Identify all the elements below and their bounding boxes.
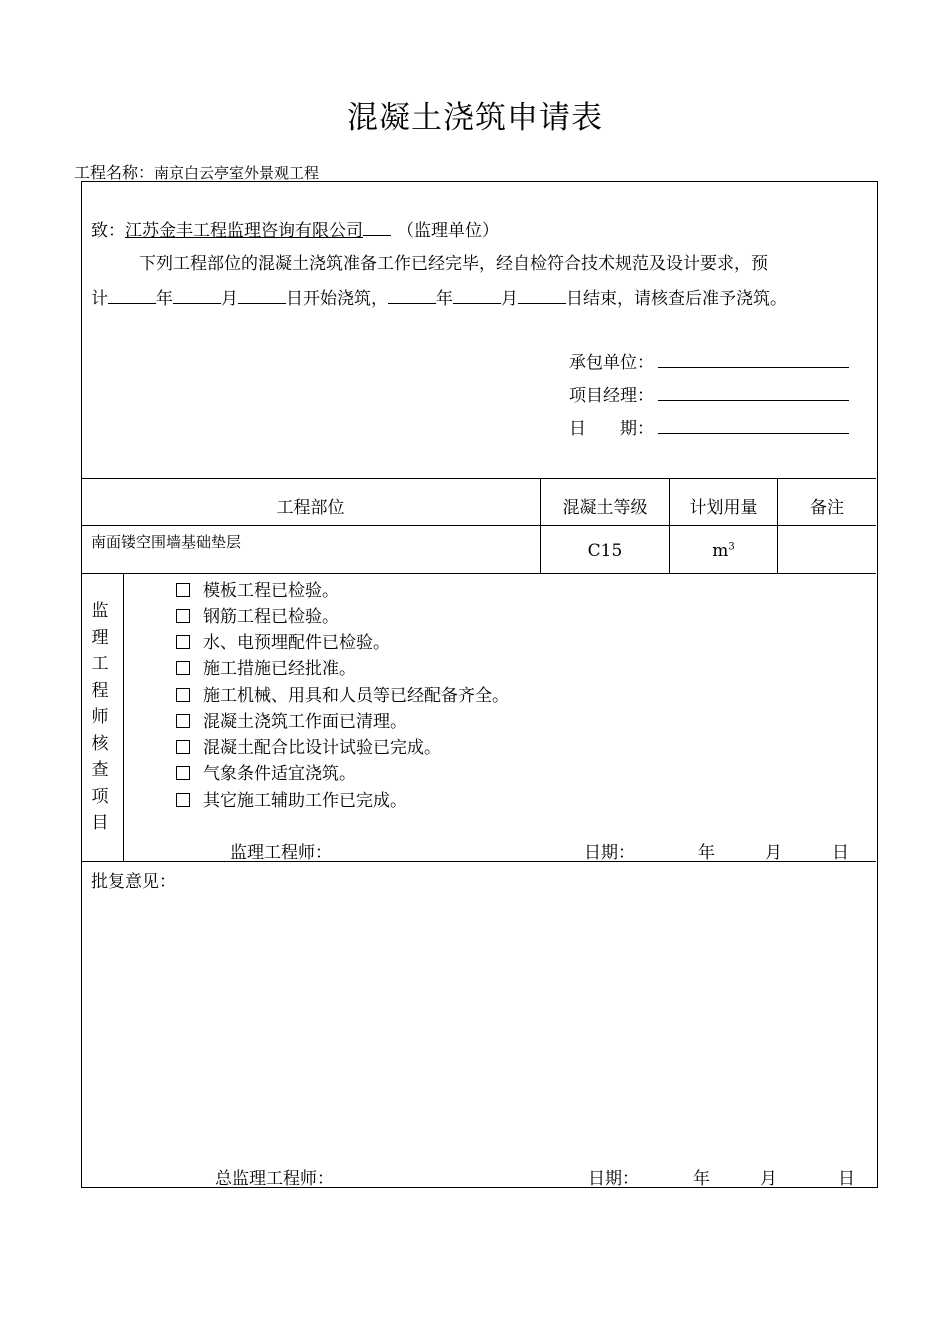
checklist-text: 施工措施已经批准。	[203, 659, 356, 679]
contractor-row	[569, 348, 849, 373]
vlabel-char: 师	[91, 707, 109, 727]
checklist-item[interactable]	[176, 654, 356, 679]
checkbox[interactable]	[176, 583, 190, 597]
checkbox[interactable]	[176, 766, 190, 780]
project-label: 工程名称：	[74, 163, 155, 182]
supervision-month-label: 月	[765, 843, 782, 863]
date-field[interactable]	[658, 415, 849, 434]
checkbox[interactable]	[176, 688, 190, 702]
end-year-blank	[388, 285, 436, 304]
to-unit-blank	[363, 217, 391, 236]
supervision-year-label: 年	[698, 843, 715, 863]
project-name-row	[74, 160, 319, 183]
checklist-item[interactable]	[176, 707, 407, 732]
start-day-label: 日开始浇筑，	[286, 289, 388, 309]
manager-row	[569, 381, 849, 406]
supervision-engineer-label: 监理工程师：	[230, 843, 332, 863]
row-grade: C15	[587, 541, 623, 561]
supervision-label-divider	[123, 573, 124, 862]
vlabel-char: 理	[91, 627, 109, 648]
approval-date-label: 日期：	[588, 1169, 639, 1189]
row-location: 南面镂空围墙基础垫层	[91, 533, 242, 551]
end-year-label: 年	[436, 289, 453, 309]
end-day-blank	[518, 285, 566, 304]
vlabel-char: 查	[91, 760, 109, 780]
approval-label: 批复意见：	[91, 872, 176, 892]
end-month-blank	[453, 285, 501, 304]
manager-label: 项目经理：	[569, 386, 654, 406]
vlabel-char: 程	[91, 680, 109, 701]
start-year-label: 年	[156, 289, 173, 309]
checkbox[interactable]	[176, 740, 190, 754]
contractor-label: 承包单位：	[569, 353, 654, 373]
checklist-text: 钢筋工程已检验。	[203, 607, 339, 627]
checklist-text: 混凝土配合比设计试验已完成。	[203, 738, 441, 758]
checkbox[interactable]	[176, 793, 190, 807]
row-quantity	[670, 541, 777, 561]
checklist-text: 模板工程已检验。	[203, 581, 339, 601]
to-unit: 江苏金丰工程监理咨询有限公司	[125, 221, 363, 241]
checklist-text: 水、电预埋配件已检验。	[203, 633, 390, 653]
vlabel-char: 监	[91, 601, 109, 621]
to-suffix: （监理单位）	[397, 221, 499, 241]
project-name: 南京白云亭室外景观工程	[154, 164, 320, 182]
start-month-label: 月	[221, 289, 238, 309]
request-body-line2	[91, 284, 787, 309]
divider-row-bottom	[81, 573, 876, 574]
to-line	[91, 216, 499, 241]
supervision-vertical-label	[90, 598, 110, 837]
start-month-blank	[173, 285, 221, 304]
divider-supervision-bottom	[81, 861, 876, 862]
approval-year-label: 年	[693, 1169, 710, 1189]
checklist-item[interactable]	[176, 681, 509, 706]
row-quantity-sup: 3	[728, 541, 735, 553]
checklist-text: 混凝土浇筑工作面已清理。	[203, 712, 407, 732]
checkbox[interactable]	[176, 661, 190, 675]
chief-engineer-label: 总监理工程师：	[215, 1169, 334, 1189]
start-day-blank	[238, 285, 286, 304]
contractor-field[interactable]	[658, 349, 849, 368]
row-quantity-unit: m	[712, 541, 729, 561]
page-title: 混凝土浇筑申请表	[347, 100, 603, 136]
divider-header-top	[81, 478, 876, 479]
header-grade: 混凝土等级	[562, 498, 648, 518]
vlabel-char: 工	[91, 654, 109, 674]
checklist-text: 施工机械、用具和人员等已经配备齐全。	[203, 686, 509, 706]
checklist-text: 其它施工辅助工作已完成。	[203, 791, 407, 811]
divider-header-bottom	[81, 525, 876, 526]
line2-prefix: 计	[91, 289, 108, 309]
approval-month-label: 月	[760, 1169, 777, 1189]
checklist-item[interactable]	[176, 628, 390, 653]
checklist-item[interactable]	[176, 576, 339, 601]
checkbox[interactable]	[176, 714, 190, 728]
vlabel-char: 核	[91, 733, 109, 754]
to-label: 致：	[91, 221, 125, 241]
checkbox[interactable]	[176, 635, 190, 649]
approval-day-label: 日	[838, 1169, 855, 1189]
end-day-label: 日结束，请核查后准予浇筑。	[566, 289, 787, 309]
checklist-text: 气象条件适宜浇筑。	[203, 764, 356, 784]
supervision-day-label: 日	[832, 843, 849, 863]
checklist-item[interactable]	[176, 733, 441, 758]
manager-field[interactable]	[658, 382, 849, 401]
supervision-date-label: 日期：	[584, 843, 635, 863]
checkbox[interactable]	[176, 609, 190, 623]
start-year-blank	[108, 285, 156, 304]
checklist-item[interactable]	[176, 759, 356, 784]
vlabel-char: 项	[91, 786, 109, 807]
checklist-item[interactable]	[176, 786, 407, 811]
end-month-label: 月	[501, 289, 518, 309]
header-location: 工程部位	[276, 498, 345, 518]
request-body-line1: 下列工程部位的混凝土浇筑准备工作已经完毕，经自检符合技术规范及设计要求，预	[139, 254, 768, 274]
date-row	[569, 414, 849, 439]
date-label: 日 期：	[569, 419, 654, 439]
checklist-item[interactable]	[176, 602, 339, 627]
header-remark: 备注	[810, 498, 844, 518]
header-quantity: 计划用量	[689, 498, 758, 518]
vlabel-char: 目	[91, 813, 109, 833]
